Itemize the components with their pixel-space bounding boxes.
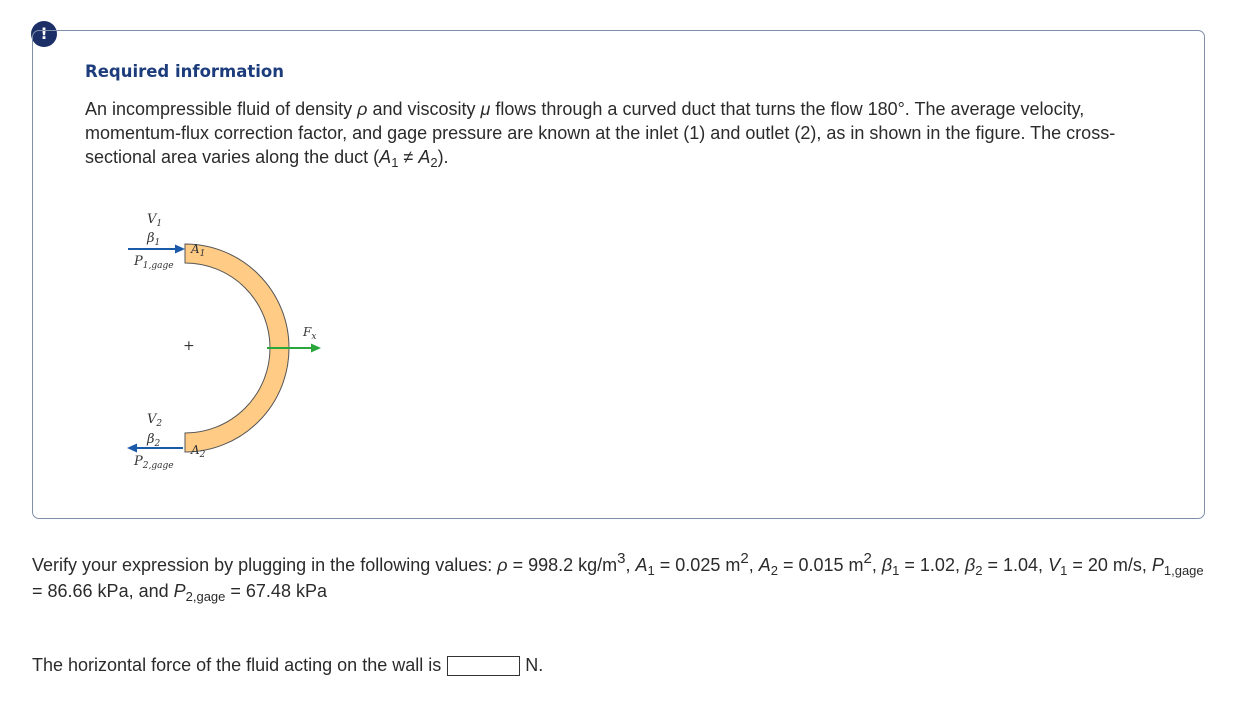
label-p1-gage: $P_{1,gage}$: [134, 254, 174, 271]
question-text: The horizontal force of the fluid acting on the wall is: [32, 655, 442, 675]
given-values-text: Verify your expression by plugging in the following values: ρ = 998.2 $kg/m^3$, $A_1 = 0.025$ $m^2$, $A_2 = 0.015$ $m^2$, $\beta_1 = 1.02$, $\beta_2 = 1.04$, $V_1 = 20$ m/s, $P_{1,gage} = 86.66$ kPa, and $P_{2,gage} = 67.48$ kPa: [32, 550, 1204, 604]
force-answer-input[interactable]: [447, 656, 520, 676]
label-beta1: $\beta_1$: [147, 231, 161, 248]
label-p2-gage: $P_{2,gage}$: [134, 454, 174, 471]
alert-icon: !: [31, 21, 57, 47]
center-mark: +: [183, 338, 195, 354]
outlet-arrowhead: [127, 444, 137, 453]
force-arrowhead: [311, 344, 321, 353]
label-a1: $A_1$: [191, 242, 206, 259]
unit-label: N.: [525, 655, 544, 675]
label-beta2: $\beta_2$: [147, 432, 161, 449]
label-a2: $A_2$: [191, 443, 206, 460]
info-title: Required information: [85, 62, 284, 81]
problem-statement: An incompressible fluid of density ρ and viscosity μ flows through a curved duct that turns the flow 180°. The average velocity, momentum-flux correction factor, and gage pressure are known at the inlet (1) and outlet (2), as in shown in the figure. The cross-sectional area varies along the duct $(A_1 \ne A_2)$.: [85, 99, 1116, 170]
inlet-arrowhead: [175, 245, 185, 254]
curved-duct-figure: [125, 205, 335, 480]
answer-row: [32, 655, 543, 676]
label-fx: $F_x$: [303, 325, 317, 342]
label-v1: $V_1$: [147, 212, 163, 229]
label-v2: $V_2$: [147, 412, 163, 429]
